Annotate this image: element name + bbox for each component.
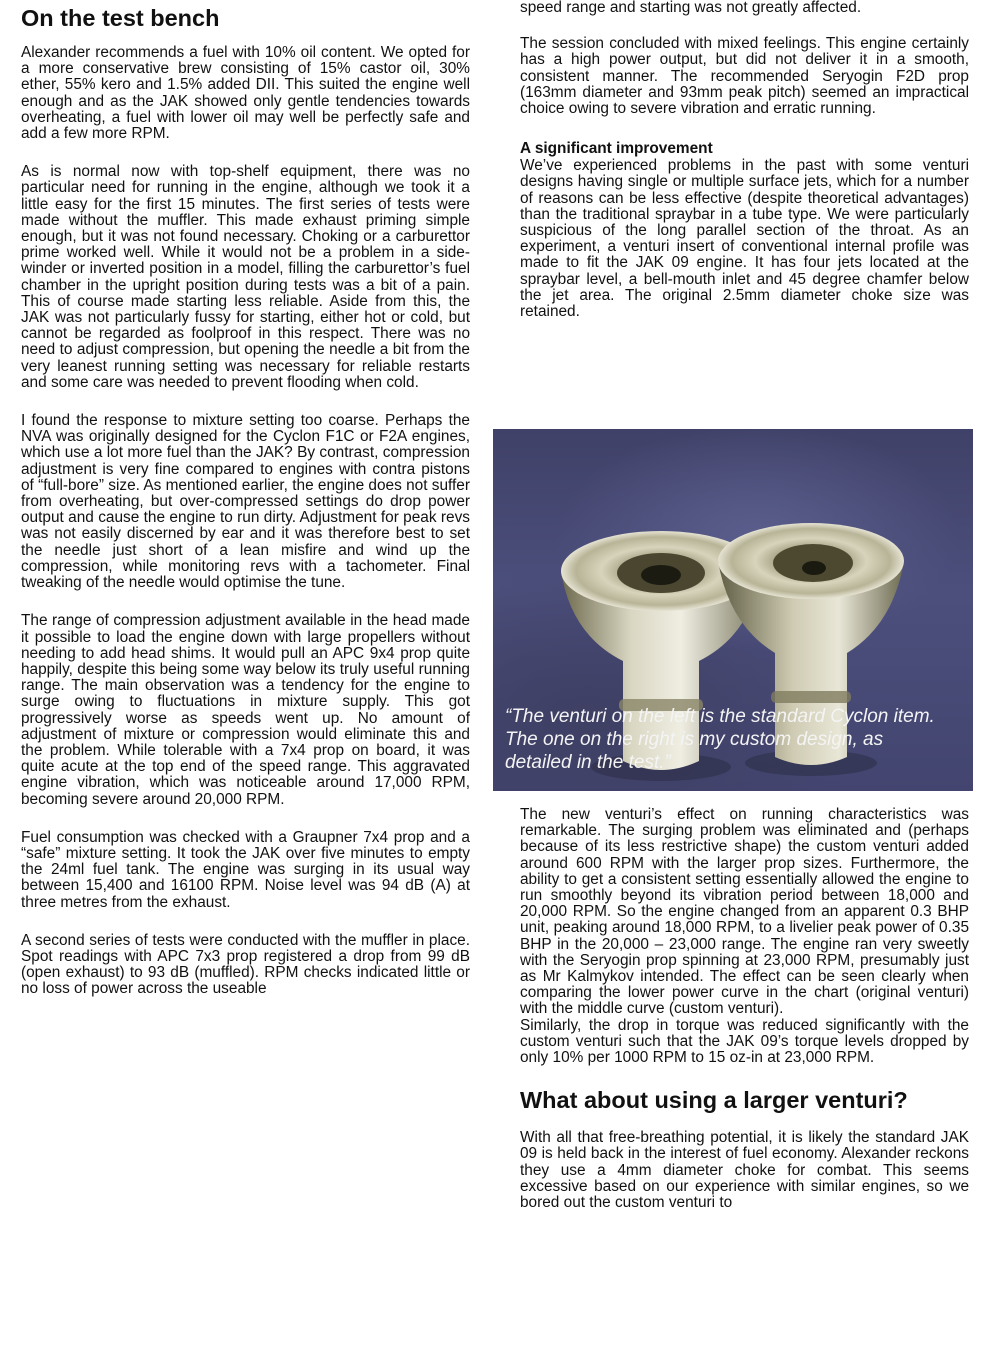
paragraph-fuel: Alexander recommends a fuel with 10% oil content. We opted for a more conservative brew consisting of 15% castor oil, 30% ether, 55% kero and 1.5% added DII. This suited the engine well enough and as the JAK showed only gentle tendencies towards overheating, a fuel with lower oil may well be perfectly safe and add a few more RPM. bbox=[21, 44, 470, 143]
paragraph-new-venturi-effect: The new venturi’s effect on running characteristics was remarkable. The surging problem was eliminated and (perhaps because of its less restrictive shape) the custom venturi added around 600 RPM with the larger prop sizes. Furthermore, the ability to get a consistent setting essentially allowed the engine to run smoothly beyond its vibration period between 18,000 and 20,000 RPM. So the engine changed from an apparent 0.3 BHP unit, peaking around 18,000 RPM, to a livelier peak power of 0.35 BHP in the 20,000 – 23,000 range. The engine ran very sweetly with the Seryogin prop spinning at 23,000 RPM, presumably just as Mr Kalmykov intended. The effect can be seen clearly when comparing the lower power curve in the chart (original venturi) with the middle curve (custom venturi). bbox=[520, 806, 969, 1018]
paragraph-torque-drop: Similarly, the drop in torque was reduced significantly with the custom venturi such that the JAK 09’s torque levels dropped by only 10% per 1000 RPM to 15 oz-in at 23,000 RPM. bbox=[520, 1016, 969, 1067]
photo-caption bbox=[505, 705, 973, 774]
right-column bbox=[520, 0, 969, 342]
section-heading-test-bench: On the test bench bbox=[21, 5, 220, 31]
caption-line: detailed in the test.” bbox=[505, 752, 671, 773]
paragraph-running-in: As is normal now with top-shelf equipment, there was no particular need for running in the engine, although we took it a little easy for the first 15 minutes. The first series of tests were made without the muffler. This made exhaust priming simple enough, but it was not found necessary. Choking or a carburettor prime worked well. While it would not be a problem in a side-winder or inverted position in a model, filling the carburettor’s fuel chamber in the upright position during tests was a bit of a pain. This of course made starting less reliable. Aside from this, the JAK was not particularly fussy for starting, either hot or cold, but cannot be regarded as foolproof in this respect. There was no need to adjust compression, but opening the needle a bit from the very leanest running setting was necessary for reliable restarts and some care was needed to prevent flooding when cold. bbox=[21, 163, 470, 391]
subheading-significant-improvement: A significant improvement bbox=[520, 140, 713, 158]
left-column bbox=[21, 0, 470, 998]
section-heading-larger-venturi: What about using a larger venturi? bbox=[520, 1087, 908, 1114]
caption-line: The one on the right is my custom design, as bbox=[505, 729, 884, 750]
paragraph-compression-range: The range of compression adjustment available in the head made it possible to load the engine down with large propellers without needing to add head shims. It would pull an APC 9x4 prop quite happily, despite this being some way below its truly useful running range. The main observation was a tendency for the engine to surge owing to fluctuations in mixture supply. This got progressively worse as speeds went up. No amount of adjustment of mixture or compression would eliminate this and the problem. While tolerable with a 7x4 prop on board, it was quite acute at the top end of the speed range. This aggravated engine vibration, which was noticeable around 17,000 RPM, becoming severe around 20,000 RPM. bbox=[21, 612, 470, 808]
caption-line: “The venturi on the left is the standard Cyclon item. bbox=[505, 706, 935, 727]
paragraph-larger-venturi: With all that free-breathing potential, it is likely the standard JAK 09 is held back in the interest of fuel economy. Alexander reckons they use a 4mm diameter choke for combat. This seems excessive based on our experience with similar engines, so we bored out the custom venturi to bbox=[520, 1129, 969, 1212]
paragraph-continued: speed range and starting was not greatly affected. bbox=[520, 0, 862, 16]
paragraph-muffler-tests: A second series of tests were conducted with the muffler in place. Spot readings with APC 7x3 prop registered a drop from 99 dB (open exhaust) to 93 dB (muffled). RPM checks indicated little or no loss of power across the useable bbox=[21, 931, 470, 998]
paragraph-venturi-experiment: We’ve experienced problems in the past with some venturi designs having single or multiple surface jets, which for a number of reasons can be less effective (despite theoretical advantages) than the traditional spraybar in a tube type. We were particularly suspicious of the long parallel section of the throat. As an experiment, a venturi insert of conventional internal profile was made to fit the JAK 09 engine. It has four jets located at the spraybar level, a bell-mouth inlet and 45 degree chamfer below the jet area. The original 2.5mm diameter choke size was retained. bbox=[520, 157, 969, 321]
paragraph-session-concluded: The session concluded with mixed feelings. This engine certainly has a high power output, but did not deliver it in a smooth, consistent manner. The recommended Seryogin F2D prop (163mm diameter and 93mm peak pitch) seemed an impractical choice owing to severe vibration and erratic running. bbox=[520, 35, 969, 118]
paragraph-mixture-response: I found the response to mixture setting too coarse. Perhaps the NVA was originally designed for the Cyclon F1C or F2A engines, which use a lot more fuel than the JAK? By contrast, compression adjustment is very fine compared to engines with contra pistons of “full-bore” size. As mentioned earlier, the engine does not suffer from overheating, but over-compressed settings do drop power output and cause the engine to run dirty. Adjustment for peak revs was not easily discerned by ear and it was therefore best to set the needle just short of a lean misfire and wind up the compression, while monitoring revs with a tachometer. Final tweaking of the needle would optimise the tune. bbox=[21, 412, 470, 592]
paragraph-fuel-consumption: Fuel consumption was checked with a Graupner 7x4 prop and a “safe” mixture setting. It took the JAK over five minutes to empty the 24ml fuel tank. The engine was surging in its usual way between 15,400 and 16100 RPM. Noise level was 94 dB (A) at three metres from the exhaust. bbox=[21, 828, 470, 911]
venturi-photo bbox=[493, 429, 973, 791]
right-column-lower bbox=[520, 807, 969, 1211]
